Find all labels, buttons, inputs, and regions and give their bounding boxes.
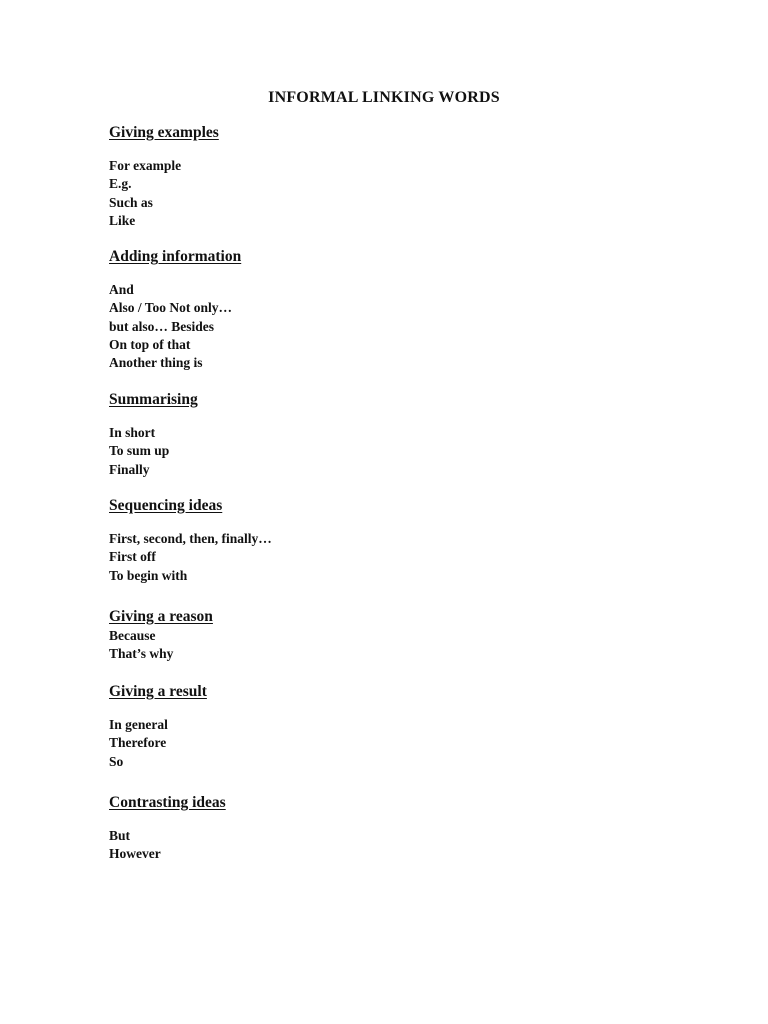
list-item: E.g. xyxy=(109,176,132,192)
list-item: For example xyxy=(109,158,182,173)
list-item: However xyxy=(109,846,161,862)
section-contrasting-ideas xyxy=(109,794,226,864)
list-item: First off xyxy=(109,549,156,565)
list-item: And xyxy=(109,282,134,297)
item-list xyxy=(109,827,226,864)
list-item: So xyxy=(109,753,124,769)
list-item: On top of that xyxy=(109,336,191,352)
list-item: Also / Too Not only… xyxy=(109,300,233,316)
section-heading: Sequencing ideas xyxy=(109,497,223,514)
list-item: Like xyxy=(109,212,136,228)
list-item: Another thing is xyxy=(109,355,203,371)
list-item: but also… Besides xyxy=(109,318,215,334)
list-item: Finally xyxy=(109,461,150,477)
section-heading: Giving a result xyxy=(109,683,207,700)
document-title: INFORMAL LINKING WORDS xyxy=(268,89,500,106)
section-adding-information xyxy=(109,248,241,372)
section-summarising xyxy=(109,391,198,479)
list-item: In short xyxy=(109,425,156,440)
item-list xyxy=(109,530,272,585)
section-giving-a-result xyxy=(109,683,207,771)
list-item: Therefore xyxy=(109,735,167,751)
item-list xyxy=(109,716,207,771)
section-heading: Giving examples xyxy=(109,124,219,141)
section-heading: Contrasting ideas xyxy=(109,794,226,811)
section-giving-examples xyxy=(109,124,219,230)
list-item: First, second, then, finally… xyxy=(109,531,272,546)
item-list xyxy=(109,627,213,664)
section-heading: Adding information xyxy=(109,248,242,265)
section-sequencing-ideas xyxy=(109,497,272,585)
list-item: Because xyxy=(109,628,156,643)
item-list xyxy=(109,157,219,230)
item-list xyxy=(109,424,198,479)
list-item: To sum up xyxy=(109,443,170,459)
list-item: But xyxy=(109,828,131,843)
item-list xyxy=(109,281,241,372)
list-item: Such as xyxy=(109,194,153,210)
section-heading: Summarising xyxy=(109,391,198,408)
list-item: That’s why xyxy=(109,646,174,662)
list-item: To begin with xyxy=(109,567,188,583)
section-giving-a-reason xyxy=(109,608,213,664)
list-item: In general xyxy=(109,717,168,732)
section-heading: Giving a reason xyxy=(109,608,213,625)
